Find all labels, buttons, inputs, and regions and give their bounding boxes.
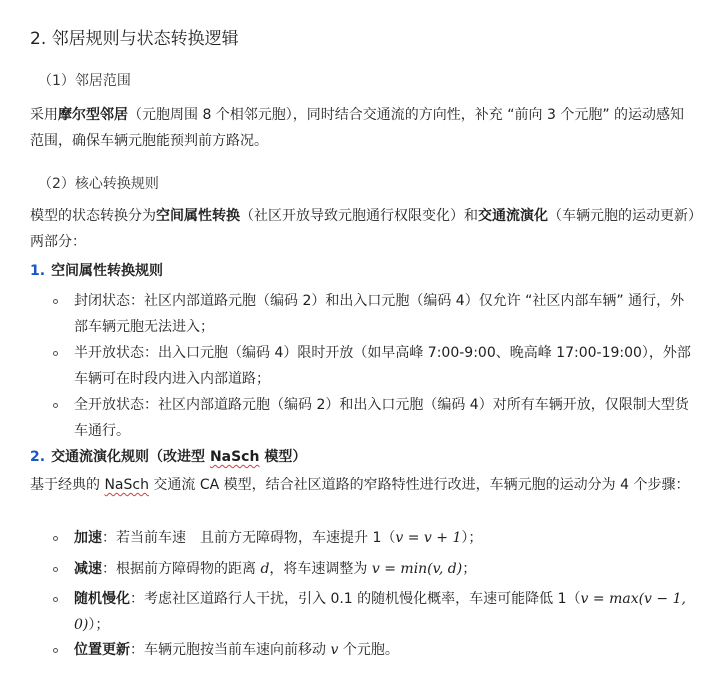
- list-item: [53, 586, 693, 638]
- bold-term: 空间属性转换: [156, 208, 240, 224]
- bold-term: 摩尔型邻居: [58, 107, 128, 123]
- text: （元胞周围 8 个相邻元胞），同时结合交通流的方向性，补充 “前向 3 个元胞” 的运动感知范围，确保车辆元胞能预判前方路况。: [30, 107, 685, 149]
- step-text: ：若当前车速 且前方无障碍物，车速提升 1（: [102, 530, 396, 546]
- bullet-icon: [53, 597, 58, 602]
- list-item: [53, 556, 693, 582]
- text: 模型的状态转换分为: [30, 208, 156, 224]
- text: 采用: [30, 107, 58, 123]
- list-item-text: [74, 556, 693, 582]
- list-number: 1.: [30, 263, 46, 279]
- subsection-title-neighbors: （1）邻居范围: [38, 73, 131, 89]
- formula: v = min(v, d): [371, 561, 463, 577]
- section-heading: 2. 邻居规则与状态转换逻辑: [30, 29, 239, 49]
- bold-term: 交通流演化: [478, 208, 548, 224]
- rule-heading-traffic: [30, 446, 306, 466]
- rules-paragraph: [30, 203, 695, 255]
- text: （社区开放导致元胞通行权限变化）和: [240, 208, 478, 224]
- subsection-title-rules: （2）核心转换规则: [38, 176, 159, 192]
- step-label: 加速: [74, 530, 102, 546]
- rule-title: 模型）: [259, 449, 307, 465]
- bullet-icon: [53, 567, 58, 572]
- neighbors-paragraph: [30, 102, 695, 154]
- step-text: ：根据前方障碍物的距离: [102, 561, 261, 577]
- text: 基于经典的: [30, 477, 105, 493]
- traffic-paragraph: [30, 472, 695, 498]
- bullet-icon: [53, 351, 58, 356]
- list-item: [53, 288, 693, 340]
- rule-title: 空间属性转换规则: [51, 263, 164, 279]
- step-end: 个元胞。: [338, 642, 399, 658]
- step-label: 减速: [74, 561, 102, 577]
- formula: d: [260, 561, 270, 577]
- list-item-text: [74, 586, 693, 638]
- list-item: [53, 637, 693, 663]
- list-item: [53, 392, 693, 444]
- step-end: ；: [462, 561, 477, 577]
- list-item: [53, 525, 693, 551]
- text: 交通流 CA 模型，结合社区道路的窄路特性进行改进，车辆元胞的运动分为 4 个步骤：: [148, 477, 690, 493]
- formula: v = max(v − 1, 0): [74, 591, 686, 633]
- rule-title: NaSch: [209, 449, 260, 465]
- text: （车辆元胞的运动更新）两部分：: [30, 208, 695, 250]
- list-number: 2.: [30, 449, 46, 465]
- list-item-text: [74, 637, 693, 663]
- bullet-icon: [53, 299, 58, 304]
- list-item: [53, 340, 693, 392]
- list-item-text: 封闭状态：社区内部道路元胞（编码 2）和出入口元胞（编码 4）仅允许 “社区内部车辆” 通行，外部车辆元胞无法进入；: [74, 293, 685, 335]
- list-item-text: 半开放状态：出入口元胞（编码 4）限时开放（如早高峰 7:00-9:00、晚高峰 17:00-19:00），外部车辆可在时段内进入内部道路；: [74, 345, 691, 387]
- list-item-text: 全开放状态：社区内部道路元胞（编码 2）和出入口元胞（编码 4）对所有车辆开放，仅限制大型货车通行。: [74, 397, 689, 439]
- step-end: ）；: [461, 530, 483, 546]
- step-end: ）；: [88, 617, 110, 633]
- list-item-text: [74, 525, 693, 551]
- rule-title: 交通流演化规则（改进型: [51, 449, 210, 465]
- step-label: 随机慢化: [74, 591, 130, 607]
- step-label: 位置更新: [74, 642, 130, 658]
- rule-heading-spatial: [30, 260, 163, 280]
- formula: v = v + 1: [395, 530, 462, 546]
- bullet-icon: [53, 648, 58, 653]
- text: NaSch: [104, 477, 149, 493]
- bullet-icon: [53, 403, 58, 408]
- formula: v: [330, 642, 339, 658]
- step-mid: ，将车速调整为: [269, 561, 372, 577]
- step-text: ：考虑社区道路行人干扰，引入 0.1 的随机慢化概率，车速可能降低 1（: [130, 591, 581, 607]
- step-text: ：车辆元胞按当前车速向前移动: [130, 642, 331, 658]
- bullet-icon: [53, 536, 58, 541]
